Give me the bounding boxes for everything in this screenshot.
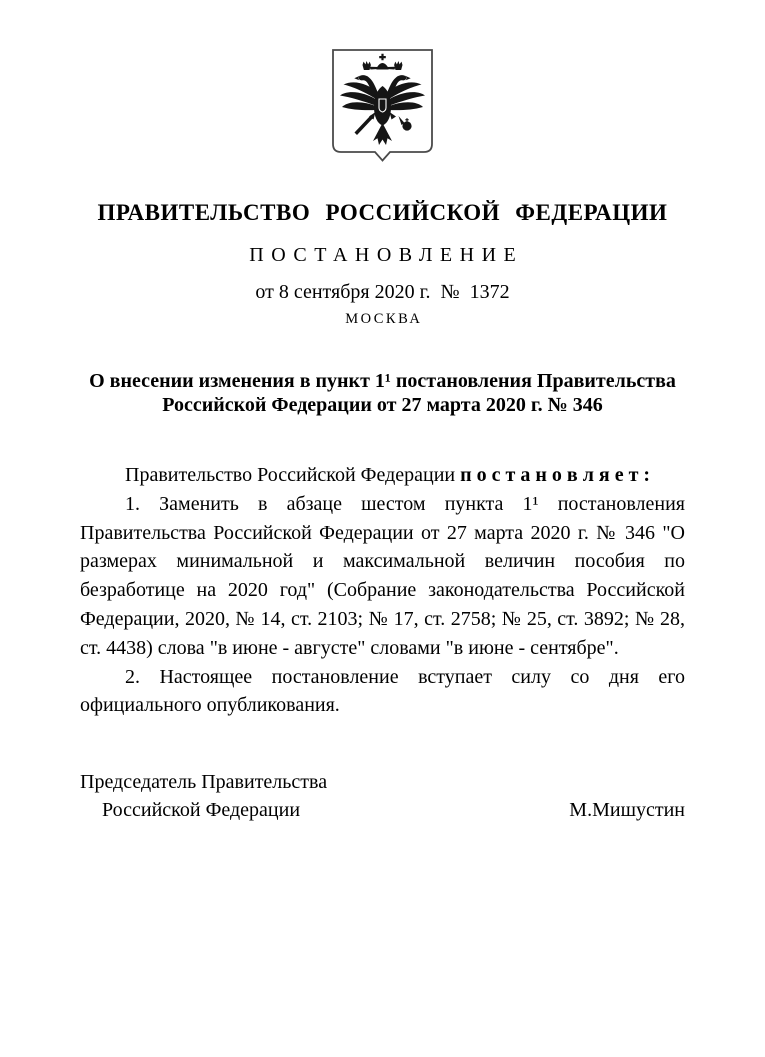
resolution-intro-verb: п о с т а н о в л я е т :	[460, 464, 651, 486]
signer-position-line1: Председатель Правительства	[80, 771, 328, 794]
resolution-item-1: 1. Заменить в абзаце шестом пункта 1¹ постановления Правительства Российской Федерации от 27 марта 2020 г. № 346 "О размерах минимальной и максимальной величин пособия по безработице на 2020 год" (Собрание законодательства Российской Федерации, 2020, № 14, ст. 2103; № 17, ст. 2758; № 25, ст. 3892; № 28, ст. 4438) слова "в июне - августе" словами "в июне - сентябре".	[80, 492, 685, 659]
coat-of-arms-icon	[329, 47, 436, 174]
issuing-authority-title: ПРАВИТЕЛЬСТВО РОССИЙСКОЙ ФЕДЕРАЦИИ	[97, 200, 668, 225]
signer-position-line2: Российской Федерации	[102, 799, 301, 822]
date-and-number-line: от 8 сентября 2020 г. № 1372	[255, 281, 510, 303]
document-body	[80, 461, 685, 720]
signature-block	[80, 768, 685, 824]
resolution-intro-paragraph	[80, 461, 685, 490]
document-title	[80, 369, 685, 417]
city-label: МОСКВА	[345, 311, 423, 327]
document-title-line1: О внесении изменения в пункт 1¹ постановления Правительства	[89, 370, 676, 392]
document-title-line2: Российской Федерации от 27 марта 2020 г. № 346	[162, 394, 603, 416]
signer-name: М.Мишустин	[569, 799, 685, 822]
resolution-item-2: 2. Настоящее постановление вступает силу со дня его официального опубликования.	[80, 665, 685, 717]
resolution-intro-text: Правительство Российской Федерации	[125, 464, 461, 486]
document-type-heading: ПОСТАНОВЛЕНИЕ	[249, 244, 524, 266]
